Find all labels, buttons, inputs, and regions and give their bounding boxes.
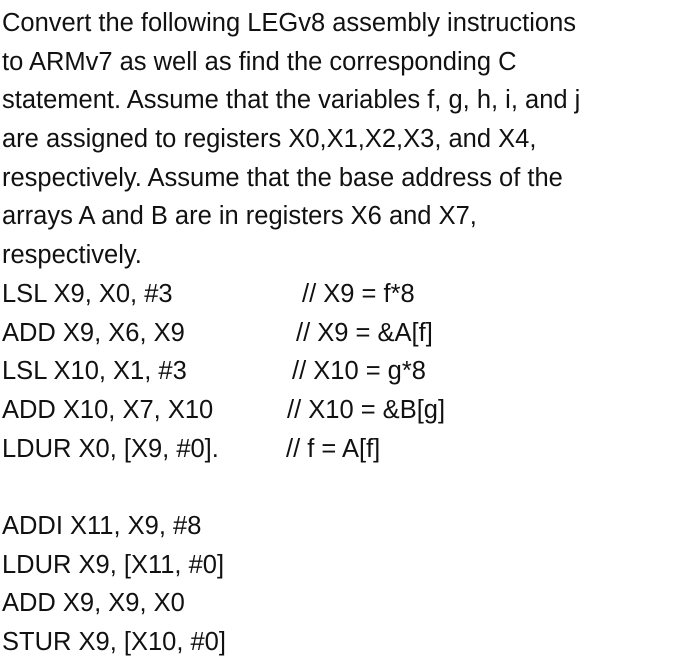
instruction: LDUR X9, [X11, #0] <box>2 550 225 579</box>
code-comment: // X10 = &B[g] <box>287 395 446 424</box>
code-comment: // X9 = f*8 <box>302 279 415 308</box>
instruction: ADD X9, X9, X0 <box>2 589 185 618</box>
question-line: respectively. Assume that the base address of the <box>2 163 563 192</box>
code-block-1 <box>2 275 692 468</box>
instruction: ADDI X11, X9, #8 <box>2 511 202 540</box>
document <box>2 4 692 662</box>
instruction: ADD X10, X7, X10 <box>2 395 214 424</box>
code-line <box>2 430 692 469</box>
question-line: Convert the following LEGv8 assembly instructions <box>2 9 577 37</box>
instruction: STUR X9, [X10, #0] <box>2 628 226 656</box>
code-comment: // f = A[f] <box>286 434 381 463</box>
code-line <box>2 314 692 353</box>
question-line: statement. Assume that the variables f, g, h, i, and j <box>2 86 581 115</box>
blank-line <box>2 468 692 507</box>
question-line: are assigned to registers X0,X1,X2,X3, and X4, <box>2 125 537 154</box>
instruction: ADD X9, X6, X9 <box>2 318 185 347</box>
question-line: to ARMv7 as well as find the corresponding C <box>2 47 517 76</box>
question-text <box>2 4 692 275</box>
code-block-2 <box>2 507 692 662</box>
code-line <box>2 352 692 391</box>
code-line <box>2 391 692 430</box>
question-line: arrays A and B are in registers X6 and X7, <box>2 202 477 231</box>
instruction: LDUR X0, [X9, #0]. <box>2 434 219 463</box>
code-comment: // X9 = &A[f] <box>296 318 433 347</box>
question-line: respectively. <box>2 241 142 270</box>
code-line <box>2 275 692 314</box>
instruction: LSL X10, X1, #3 <box>2 357 187 386</box>
instruction: LSL X9, X0, #3 <box>2 279 173 308</box>
code-comment: // X10 = g*8 <box>292 357 426 386</box>
